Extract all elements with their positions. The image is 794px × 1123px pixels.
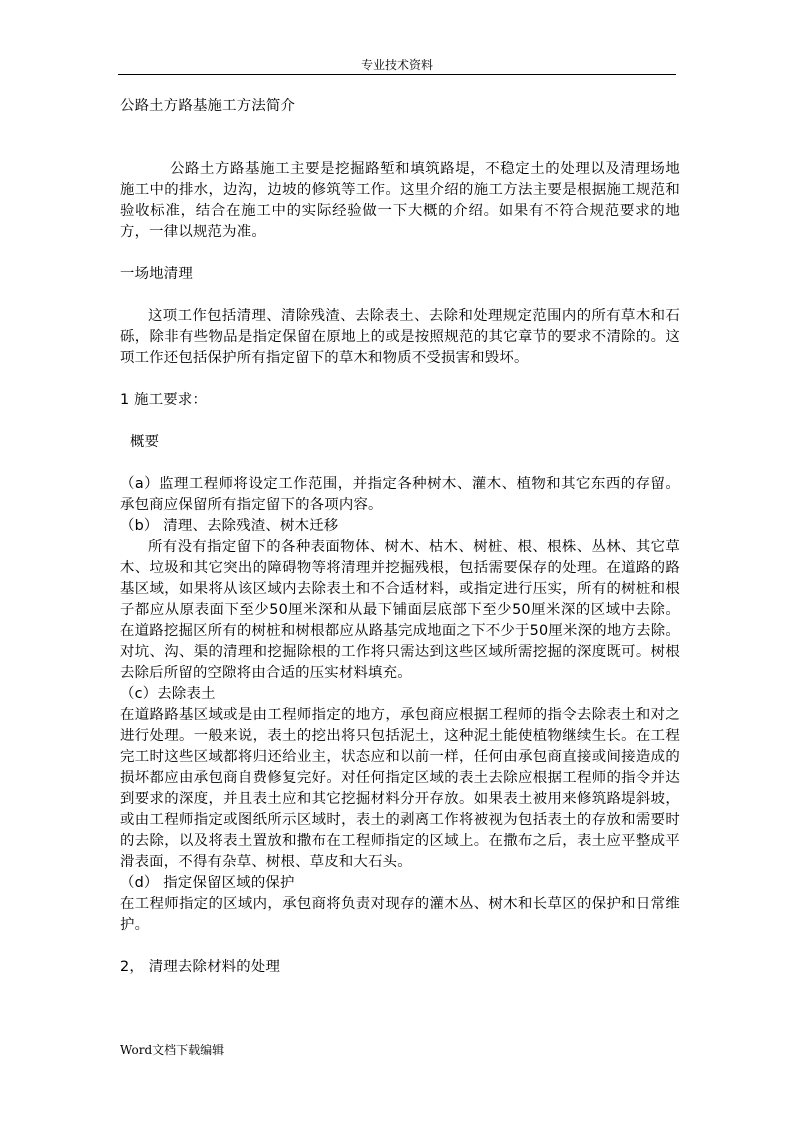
document-body xyxy=(120,96,680,978)
section-heading-material-handling: 2， 清理去除材料的处理 xyxy=(120,959,281,975)
site-clearing-paragraph: 这项工作包括清理、清除残渣、去除表土、去除和处理规定范围内的所有草木和石砾，除非有些物品是指定保留在原地上的或是按照规范的其它章节的要求不清除的。这项工作还包括保护所有指定留下的草木和物质不受损害和毁坏。 xyxy=(120,308,680,366)
item-c-paragraph: 在道路路基区域或是由工程师指定的地方，承包商应根据工程师的指令去除表土和对之进行处理。一般来说，表土的挖出将只包括泥土，这种泥土能使植物继续生长。在工程完工时这些区域都将归还给业主，状态应和以前一样，任何由承包商直接或间接造成的损坏都应由承包商自费修复完好。对任何指定区域的表土去除应根据工程师的指令并达到要求的深度，并且表土应和其它挖掘材料分开存放。如果表土被用来修筑路堤斜坡，或由工程师指定或图纸所示区域时，表土的剥离工作将被视为包括表土的存放和需要时的去除，以及将表土置放和撒布在工程师指定的区域上。在撒布之后，表土应平整成平滑表面，不得有杂草、树根、草皮和大石头。 xyxy=(120,707,680,870)
item-b-paragraph: 所有没有指定留下的各种表面物体、树木、枯木、树桩、根、根株、丛林、其它草木、垃圾和其它突出的障碍物等将清理并挖掘残根，包括需要保存的处理。在道路的路基区域，如果将从该区域内去除表土和不合适材料，或指定进行压实，所有的树桩和根子都应从原表面下至少50厘米深和从最下铺面层底部下至少50厘米深的区域中去除。在道路挖掘区所有的树桩和树根都应从路基完成地面之下不少于50厘米深的地方去除。对坑、沟、渠的清理和挖掘除根的工作将只需达到这些区域所需挖掘的深度既可。树根去除后所留的空隙将由合适的压实材料填充。 xyxy=(120,539,680,681)
item-d-heading: （d） 指定保留区域的保护 xyxy=(120,875,295,891)
page-footer: Word文档下载编辑 xyxy=(120,1043,225,1057)
item-a-paragraph: （a）监理工程师将设定工作范围，并指定各种树木、灌木、植物和其它东西的存留。承包商应保留所有指定留下的各项内容。 xyxy=(120,476,680,513)
item-c-heading: （c）去除表土 xyxy=(120,686,216,702)
intro-paragraph: 公路土方路基施工主要是挖掘路堑和填筑路堤，不稳定土的处理以及清理场地施工中的排水，边沟，边坡的修筑等工作。这里介绍的施工方法主要是根据施工规范和验收标准，结合在施工中的实际经验做一下大概的介绍。如果有不符合规范要求的地方，一律以规范为准。 xyxy=(120,161,680,240)
section-heading-site-clearing: 一场地清理 xyxy=(120,266,193,282)
page-header: 专业技术资料 xyxy=(360,58,433,72)
overview-heading: 概要 xyxy=(130,434,160,450)
item-b-heading: （b） 清理、去除残渣、树木迁移 xyxy=(120,518,339,534)
header-rule xyxy=(118,74,676,75)
construction-requirements-heading: 1 施工要求： xyxy=(120,392,208,408)
document-title: 公路土方路基施工方法简介 xyxy=(120,98,296,114)
item-d-paragraph: 在工程师指定的区域内，承包商将负责对现存的灌木丛、树木和长草区的保护和日常维护。 xyxy=(120,896,680,933)
